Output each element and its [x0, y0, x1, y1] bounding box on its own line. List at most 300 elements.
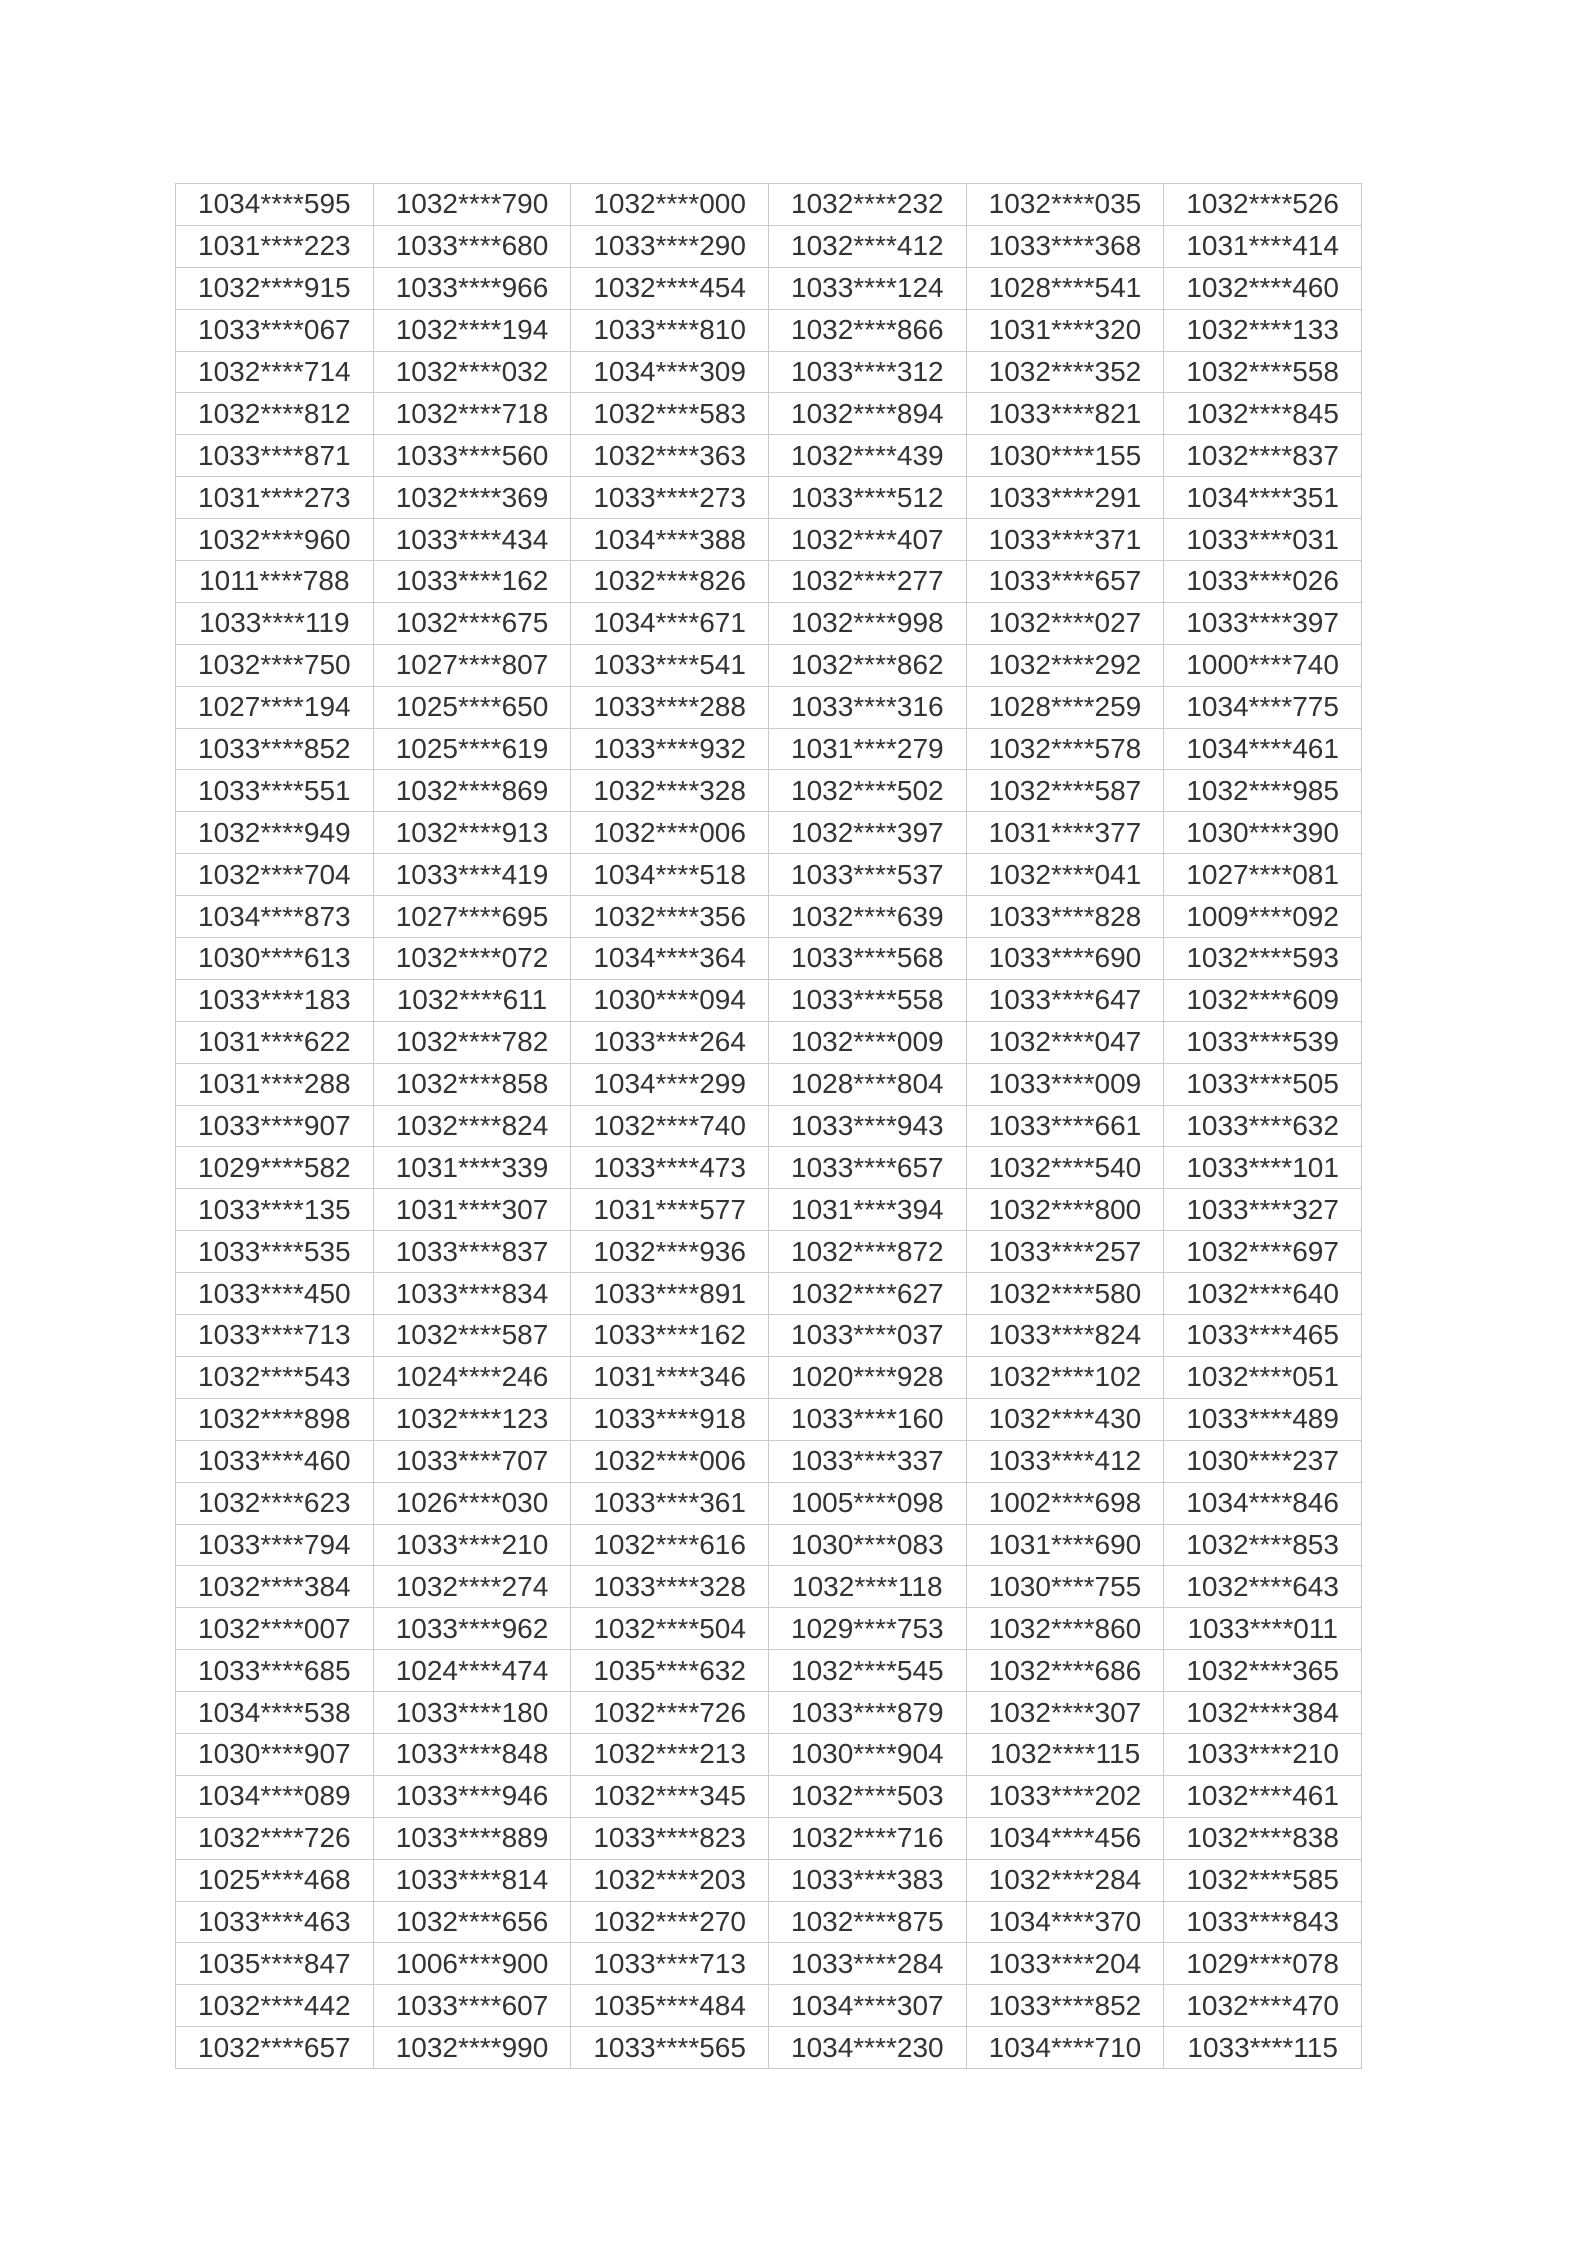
table-cell: 1033****264 — [571, 1021, 769, 1063]
table-cell: 1034****538 — [176, 1692, 374, 1734]
table-cell: 1029****753 — [768, 1608, 966, 1650]
table-cell: 1033****284 — [768, 1943, 966, 1985]
table-cell: 1033****907 — [176, 1105, 374, 1147]
table-row — [176, 770, 1362, 812]
table-cell: 1032****356 — [571, 896, 769, 938]
table-cell: 1026****030 — [373, 1482, 571, 1524]
table-cell: 1032****545 — [768, 1650, 966, 1692]
table-cell: 1028****259 — [966, 686, 1164, 728]
table-cell: 1033****011 — [1164, 1608, 1362, 1650]
table-cell: 1032****365 — [1164, 1650, 1362, 1692]
table-cell: 1034****307 — [768, 1985, 966, 2027]
table-row — [176, 1021, 1362, 1063]
table-cell: 1033****160 — [768, 1398, 966, 1440]
table-cell: 1032****998 — [768, 602, 966, 644]
table-cell: 1030****390 — [1164, 812, 1362, 854]
table-cell: 1027****081 — [1164, 854, 1362, 896]
table-cell: 1033****943 — [768, 1105, 966, 1147]
table-cell: 1030****155 — [966, 435, 1164, 477]
table-cell: 1033****932 — [571, 728, 769, 770]
table-cell: 1031****690 — [966, 1524, 1164, 1566]
table-cell: 1033****419 — [373, 854, 571, 896]
table-cell: 1032****585 — [1164, 1859, 1362, 1901]
table-cell: 1032****726 — [176, 1817, 374, 1859]
table-row — [176, 1775, 1362, 1817]
table-row — [176, 728, 1362, 770]
table-cell: 1033****412 — [966, 1440, 1164, 1482]
table-cell: 1033****328 — [571, 1566, 769, 1608]
table-cell: 1033****026 — [1164, 561, 1362, 603]
table-cell: 1033****535 — [176, 1231, 374, 1273]
table-cell: 1033****814 — [373, 1859, 571, 1901]
table-cell: 1034****089 — [176, 1775, 374, 1817]
table-cell: 1034****518 — [571, 854, 769, 896]
table-cell: 1033****852 — [176, 728, 374, 770]
table-cell: 1033****361 — [571, 1482, 769, 1524]
table-cell: 1032****686 — [966, 1650, 1164, 1692]
table-cell: 1032****985 — [1164, 770, 1362, 812]
table-cell: 1033****009 — [966, 1063, 1164, 1105]
table-row — [176, 267, 1362, 309]
table-cell: 1032****858 — [373, 1063, 571, 1105]
table-cell: 1031****320 — [966, 309, 1164, 351]
table-cell: 1033****257 — [966, 1231, 1164, 1273]
table-row — [176, 854, 1362, 896]
table-cell: 1032****580 — [966, 1273, 1164, 1315]
table-cell: 1033****657 — [966, 561, 1164, 603]
table-cell: 1028****541 — [966, 267, 1164, 309]
table-cell: 1033****962 — [373, 1608, 571, 1650]
table-cell: 1033****460 — [176, 1440, 374, 1482]
table-cell: 1033****848 — [373, 1733, 571, 1775]
table-cell: 1033****560 — [373, 435, 571, 477]
table-cell: 1032****862 — [768, 644, 966, 686]
table-cell: 1032****826 — [571, 561, 769, 603]
table-cell: 1034****299 — [571, 1063, 769, 1105]
table-cell: 1030****755 — [966, 1566, 1164, 1608]
table-cell: 1032****009 — [768, 1021, 966, 1063]
table-cell: 1032****041 — [966, 854, 1164, 896]
table-cell: 1033****918 — [571, 1398, 769, 1440]
table-cell: 1032****213 — [571, 1733, 769, 1775]
table-cell: 1032****949 — [176, 812, 374, 854]
table-row — [176, 561, 1362, 603]
table-cell: 1033****713 — [571, 1943, 769, 1985]
table-row — [176, 2027, 1362, 2069]
table-cell: 1034****230 — [768, 2027, 966, 2069]
table-cell: 1033****337 — [768, 1440, 966, 1482]
table-cell: 1032****503 — [768, 1775, 966, 1817]
table-cell: 1033****101 — [1164, 1147, 1362, 1189]
table-cell: 1000****740 — [1164, 644, 1362, 686]
table-cell: 1032****800 — [966, 1189, 1164, 1231]
table-row — [176, 1692, 1362, 1734]
table-cell: 1032****454 — [571, 267, 769, 309]
table-cell: 1033****537 — [768, 854, 966, 896]
table-cell: 1032****558 — [1164, 351, 1362, 393]
table-row — [176, 1733, 1362, 1775]
table-cell: 1033****690 — [966, 938, 1164, 980]
table-cell: 1033****031 — [1164, 519, 1362, 561]
table-cell: 1032****006 — [571, 812, 769, 854]
table-cell: 1032****270 — [571, 1901, 769, 1943]
table-cell: 1031****307 — [373, 1189, 571, 1231]
table-cell: 1032****123 — [373, 1398, 571, 1440]
table-row — [176, 812, 1362, 854]
table-cell: 1033****290 — [571, 225, 769, 267]
table-cell: 1032****657 — [176, 2027, 374, 2069]
table-cell: 1032****872 — [768, 1231, 966, 1273]
table-cell: 1033****647 — [966, 979, 1164, 1021]
table-row — [176, 1063, 1362, 1105]
table-cell: 1032****656 — [373, 1901, 571, 1943]
table-cell: 1024****246 — [373, 1356, 571, 1398]
table-cell: 1034****370 — [966, 1901, 1164, 1943]
table-cell: 1033****465 — [1164, 1315, 1362, 1357]
table-row — [176, 602, 1362, 644]
table-cell: 1033****383 — [768, 1859, 966, 1901]
table-cell: 1032****869 — [373, 770, 571, 812]
table-cell: 1033****180 — [373, 1692, 571, 1734]
table-cell: 1033****852 — [966, 1985, 1164, 2027]
table-cell: 1032****369 — [373, 477, 571, 519]
table-cell: 1032****543 — [176, 1356, 374, 1398]
table-cell: 1032****643 — [1164, 1566, 1362, 1608]
table-cell: 1032****133 — [1164, 309, 1362, 351]
table-cell: 1032****345 — [571, 1775, 769, 1817]
table-cell: 1025****650 — [373, 686, 571, 728]
table-row — [176, 1315, 1362, 1357]
table-cell: 1032****352 — [966, 351, 1164, 393]
table-cell: 1033****288 — [571, 686, 769, 728]
table-cell: 1032****593 — [1164, 938, 1362, 980]
table-row — [176, 1985, 1362, 2027]
table-cell: 1032****051 — [1164, 1356, 1362, 1398]
table-cell: 1031****339 — [373, 1147, 571, 1189]
table-cell: 1032****936 — [571, 1231, 769, 1273]
table-row — [176, 351, 1362, 393]
table-cell: 1033****183 — [176, 979, 374, 1021]
table-cell: 1033****823 — [571, 1817, 769, 1859]
table-row — [176, 1943, 1362, 1985]
table-cell: 1033****291 — [966, 477, 1164, 519]
table-cell: 1032****704 — [176, 854, 374, 896]
table-cell: 1033****834 — [373, 1273, 571, 1315]
table-cell: 1033****204 — [966, 1943, 1164, 1985]
table-cell: 1032****027 — [966, 602, 1164, 644]
table-row — [176, 435, 1362, 477]
table-row — [176, 1273, 1362, 1315]
table-cell: 1032****611 — [373, 979, 571, 1021]
table-cell: 1027****807 — [373, 644, 571, 686]
table-cell: 1033****824 — [966, 1315, 1164, 1357]
table-cell: 1032****072 — [373, 938, 571, 980]
table-cell: 1033****512 — [768, 477, 966, 519]
table-cell: 1033****946 — [373, 1775, 571, 1817]
table-cell: 1034****309 — [571, 351, 769, 393]
table-cell: 1030****904 — [768, 1733, 966, 1775]
table-cell: 1035****632 — [571, 1650, 769, 1692]
table-cell: 1032****578 — [966, 728, 1164, 770]
table-row — [176, 1105, 1362, 1147]
table-cell: 1032****675 — [373, 602, 571, 644]
table-cell: 1033****202 — [966, 1775, 1164, 1817]
table-cell: 1034****873 — [176, 896, 374, 938]
table-cell: 1033****565 — [571, 2027, 769, 2069]
table-cell: 1032****875 — [768, 1901, 966, 1943]
masked-id-table — [175, 183, 1362, 2069]
table-cell: 1032****714 — [176, 351, 374, 393]
table-cell: 1032****782 — [373, 1021, 571, 1063]
table-row — [176, 1524, 1362, 1566]
table-cell: 1032****277 — [768, 561, 966, 603]
table-cell: 1033****067 — [176, 309, 374, 351]
table-cell: 1024****474 — [373, 1650, 571, 1692]
table-cell: 1025****619 — [373, 728, 571, 770]
table-cell: 1032****439 — [768, 435, 966, 477]
table-cell: 1033****162 — [571, 1315, 769, 1357]
table-row — [176, 1356, 1362, 1398]
table-row — [176, 1901, 1362, 1943]
table-cell: 1034****388 — [571, 519, 769, 561]
table-row — [176, 1859, 1362, 1901]
table-cell: 1032****412 — [768, 225, 966, 267]
table-cell: 1031****414 — [1164, 225, 1362, 267]
table-cell: 1032****960 — [176, 519, 374, 561]
table-cell: 1002****698 — [966, 1482, 1164, 1524]
table-cell: 1032****102 — [966, 1356, 1164, 1398]
table-cell: 1032****640 — [1164, 1273, 1362, 1315]
table-cell: 1032****526 — [1164, 184, 1362, 226]
table-cell: 1033****794 — [176, 1524, 374, 1566]
table-cell: 1031****288 — [176, 1063, 374, 1105]
table-cell: 1033****473 — [571, 1147, 769, 1189]
table-cell: 1033****607 — [373, 1985, 571, 2027]
table-cell: 1033****632 — [1164, 1105, 1362, 1147]
table-cell: 1033****124 — [768, 267, 966, 309]
table-cell: 1032****639 — [768, 896, 966, 938]
table-cell: 1011****788 — [176, 561, 374, 603]
table-cell: 1034****595 — [176, 184, 374, 226]
table-cell: 1027****695 — [373, 896, 571, 938]
table-cell: 1032****915 — [176, 267, 374, 309]
table-cell: 1034****351 — [1164, 477, 1362, 519]
table-row — [176, 1440, 1362, 1482]
table-cell: 1030****613 — [176, 938, 374, 980]
table-cell: 1032****504 — [571, 1608, 769, 1650]
table-cell: 1030****083 — [768, 1524, 966, 1566]
table-cell: 1032****397 — [768, 812, 966, 854]
table-cell: 1033****657 — [768, 1147, 966, 1189]
table-cell: 1032****442 — [176, 1985, 374, 2027]
table-cell: 1034****775 — [1164, 686, 1362, 728]
table-cell: 1025****468 — [176, 1859, 374, 1901]
table-cell: 1034****846 — [1164, 1482, 1362, 1524]
table-cell: 1031****346 — [571, 1356, 769, 1398]
table-cell: 1032****812 — [176, 393, 374, 435]
table-cell: 1033****891 — [571, 1273, 769, 1315]
table-cell: 1032****470 — [1164, 1985, 1362, 2027]
table-row — [176, 1817, 1362, 1859]
table-cell: 1032****284 — [966, 1859, 1164, 1901]
table-cell: 1032****203 — [571, 1859, 769, 1901]
table-cell: 1033****450 — [176, 1273, 374, 1315]
table-cell: 1032****232 — [768, 184, 966, 226]
table-cell: 1032****307 — [966, 1692, 1164, 1734]
table-cell: 1032****115 — [966, 1733, 1164, 1775]
table-cell: 1032****407 — [768, 519, 966, 561]
table-cell: 1032****853 — [1164, 1524, 1362, 1566]
table-cell: 1030****907 — [176, 1733, 374, 1775]
table-cell: 1032****623 — [176, 1482, 374, 1524]
table-cell: 1033****210 — [373, 1524, 571, 1566]
table-row — [176, 393, 1362, 435]
table-cell: 1033****539 — [1164, 1021, 1362, 1063]
table-row — [176, 938, 1362, 980]
table-body — [176, 184, 1362, 2069]
table-row — [176, 1650, 1362, 1692]
table-cell: 1033****879 — [768, 1692, 966, 1734]
table-cell: 1035****847 — [176, 1943, 374, 1985]
table-cell: 1033****661 — [966, 1105, 1164, 1147]
table-cell: 1009****092 — [1164, 896, 1362, 938]
table-cell: 1033****434 — [373, 519, 571, 561]
table-cell: 1033****037 — [768, 1315, 966, 1357]
table-cell: 1032****790 — [373, 184, 571, 226]
table-cell: 1031****273 — [176, 477, 374, 519]
table-cell: 1031****622 — [176, 1021, 374, 1063]
table-cell: 1029****078 — [1164, 1943, 1362, 1985]
table-row — [176, 184, 1362, 226]
table-cell: 1032****718 — [373, 393, 571, 435]
table-cell: 1032****384 — [176, 1566, 374, 1608]
table-cell: 1032****990 — [373, 2027, 571, 2069]
table-cell: 1034****710 — [966, 2027, 1164, 2069]
table-cell: 1033****810 — [571, 309, 769, 351]
table-row — [176, 1398, 1362, 1440]
table-row — [176, 1608, 1362, 1650]
table-cell: 1033****489 — [1164, 1398, 1362, 1440]
table-cell: 1032****894 — [768, 393, 966, 435]
table-row — [176, 1147, 1362, 1189]
table-cell: 1033****828 — [966, 896, 1164, 938]
table-cell: 1033****837 — [373, 1231, 571, 1273]
table-cell: 1033****368 — [966, 225, 1164, 267]
table-cell: 1032****540 — [966, 1147, 1164, 1189]
table-cell: 1033****551 — [176, 770, 374, 812]
table-cell: 1032****587 — [373, 1315, 571, 1357]
table-cell: 1034****461 — [1164, 728, 1362, 770]
table-cell: 1030****237 — [1164, 1440, 1362, 1482]
table-cell: 1031****377 — [966, 812, 1164, 854]
table-cell: 1032****430 — [966, 1398, 1164, 1440]
table-cell: 1032****716 — [768, 1817, 966, 1859]
table-cell: 1033****713 — [176, 1315, 374, 1357]
table-cell: 1033****135 — [176, 1189, 374, 1231]
table-cell: 1033****707 — [373, 1440, 571, 1482]
table-cell: 1032****587 — [966, 770, 1164, 812]
table-cell: 1032****035 — [966, 184, 1164, 226]
table-cell: 1033****327 — [1164, 1189, 1362, 1231]
table-cell: 1032****502 — [768, 770, 966, 812]
table-row — [176, 477, 1362, 519]
table-cell: 1032****750 — [176, 644, 374, 686]
table-row — [176, 225, 1362, 267]
table-row — [176, 644, 1362, 686]
table-cell: 1030****094 — [571, 979, 769, 1021]
table-cell: 1020****928 — [768, 1356, 966, 1398]
table-cell: 1033****463 — [176, 1901, 374, 1943]
table-cell: 1032****740 — [571, 1105, 769, 1147]
table-cell: 1033****115 — [1164, 2027, 1362, 2069]
table-cell: 1033****397 — [1164, 602, 1362, 644]
table-cell: 1033****505 — [1164, 1063, 1362, 1105]
table-cell: 1032****194 — [373, 309, 571, 351]
table-cell: 1032****047 — [966, 1021, 1164, 1063]
table-row — [176, 979, 1362, 1021]
table-cell: 1032****384 — [1164, 1692, 1362, 1734]
table-row — [176, 1482, 1362, 1524]
table-row — [176, 896, 1362, 938]
table-cell: 1033****210 — [1164, 1733, 1362, 1775]
table-cell: 1032****032 — [373, 351, 571, 393]
table-cell: 1033****821 — [966, 393, 1164, 435]
table-cell: 1034****456 — [966, 1817, 1164, 1859]
table-cell: 1031****279 — [768, 728, 966, 770]
table-row — [176, 686, 1362, 728]
table-cell: 1032****616 — [571, 1524, 769, 1566]
table-cell: 1032****609 — [1164, 979, 1362, 1021]
table-cell: 1032****838 — [1164, 1817, 1362, 1859]
table-cell: 1033****685 — [176, 1650, 374, 1692]
table-cell: 1032****697 — [1164, 1231, 1362, 1273]
table-cell: 1031****394 — [768, 1189, 966, 1231]
table-cell: 1032****860 — [966, 1608, 1164, 1650]
table-cell: 1032****913 — [373, 812, 571, 854]
table-cell: 1033****871 — [176, 435, 374, 477]
table-cell: 1032****824 — [373, 1105, 571, 1147]
table-cell: 1033****889 — [373, 1817, 571, 1859]
table-row — [176, 309, 1362, 351]
table-cell: 1027****194 — [176, 686, 374, 728]
table-cell: 1032****292 — [966, 644, 1164, 686]
table-cell: 1028****804 — [768, 1063, 966, 1105]
table-cell: 1033****312 — [768, 351, 966, 393]
table-cell: 1035****484 — [571, 1985, 769, 2027]
table-cell: 1032****328 — [571, 770, 769, 812]
table-cell: 1032****000 — [571, 184, 769, 226]
table-cell: 1033****119 — [176, 602, 374, 644]
table-cell: 1033****273 — [571, 477, 769, 519]
table-cell: 1032****627 — [768, 1273, 966, 1315]
table-cell: 1033****568 — [768, 938, 966, 980]
table-cell: 1033****541 — [571, 644, 769, 686]
table-row — [176, 1231, 1362, 1273]
table-cell: 1005****098 — [768, 1482, 966, 1524]
table-cell: 1006****900 — [373, 1943, 571, 1985]
table-cell: 1033****843 — [1164, 1901, 1362, 1943]
table-cell: 1032****583 — [571, 393, 769, 435]
table-cell: 1032****866 — [768, 309, 966, 351]
table-cell: 1032****726 — [571, 1692, 769, 1734]
table-cell: 1032****363 — [571, 435, 769, 477]
table-row — [176, 519, 1362, 561]
table-cell: 1034****364 — [571, 938, 769, 980]
table-cell: 1033****680 — [373, 225, 571, 267]
table-cell: 1034****671 — [571, 602, 769, 644]
table-cell: 1032****118 — [768, 1566, 966, 1608]
table-cell: 1032****461 — [1164, 1775, 1362, 1817]
